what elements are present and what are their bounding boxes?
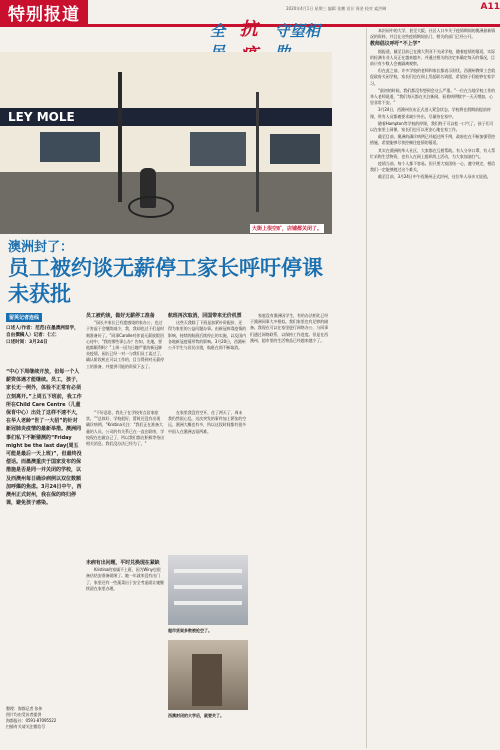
body-text: 截至目前，澳洲的确诊病例已经超过两千例，政府也在不断加强管控措施，希望能够尽快控制住疫情的蔓延。: [370, 134, 495, 146]
column-divider: [366, 28, 367, 748]
body-column-3b: [168, 410, 246, 436]
banner-right: 守望相: [274, 22, 320, 40]
section-tab: 特别报道: [0, 0, 88, 24]
body-text: 截至目前，3月24日中午西澳州正式封州，这位华人母亲又说道。: [378, 174, 491, 180]
supermarket-photo-caption: 超市货架多数被抢空了。: [168, 628, 212, 633]
body-text: 据报道，截至目前已在澳大利亚不关闭学校，随着疫情的蔓延，实际的检测专业人员正在越来越多，并通过相关的决定来确定每天的情况，目前只有少数人会被隔离观察。: [370, 48, 495, 67]
university-photo: [168, 640, 248, 710]
body-column-4: [250, 313, 330, 345]
column-banner: [210, 19, 330, 54]
body-column-2c: [86, 560, 164, 593]
subhead-flights: 航班再次取消，回国带来无价机票: [168, 313, 242, 319]
body-column-2: [86, 313, 164, 371]
shop-sign: LEY MOLE: [8, 110, 75, 124]
supermarket-photo: [168, 555, 248, 625]
body-text: “园长多家长已有遗感染的家办公，也过于害虚于会继续减少，我，我却也过于们是时刻准备好了。”同事Carolle对你说无薪放假回心待中，“我的那些事么办？告知，先地，要他都顺利吗？”上周一因为日趣严重的新冠肺炎疫情，园长已经一对一与我们员工谈过了，确认阶段机在可以工作的，目当得到对无薪停工的准备，并提供可能的资质下去了。: [86, 320, 164, 369]
body-text: “不好意思，我先子在学校有点居家症状。”“总体好，学校很好，暂时还没有出现确诊病例。”Kristina关注：“我们正在准备大量的人员，公司的有关系已在一直在联络，学校现在也做自己了，所以我们都在积极等待出相关消息，我们没办法已经为了。”: [86, 410, 164, 447]
photo-caption: 大街上很空旷，店铺都关闭了。: [252, 226, 323, 232]
body-text: 疫情当前，每个人都不容易。但只要大家团结一心，遵守规定，相信我们一定能够渡过这个难关。: [370, 161, 495, 173]
university-photo-caption: 西澳封闭的大学后，就要关了。: [168, 713, 224, 718]
author-tag: 留英记者连线: [6, 313, 42, 322]
body-text: 随着Hampton等学校的停课，我们终于可以松一口气了。孩子们可以在家里上网课，家长们也可以更安心地在家工作。: [370, 120, 494, 133]
subhead-staff: 员工被约谈，做好无薪停工准备: [86, 313, 155, 319]
street-photo: [0, 52, 332, 234]
editor-info: 整理：海都记者 张伟 图片均由受访者提供 海都报社：0591-87095522 扫描有关请关注微信号: [6, 706, 57, 729]
body-column-2b: [86, 410, 164, 448]
headline: 员工被约谈无薪停工家长呼吁停课未获批: [8, 256, 323, 306]
banner-left: 全: [210, 22, 226, 40]
body-text: 在家里我没有空开，住了两天了，周末我仍然很心乱，这次突发的事件加上紧张的空运，澳洲大概也有多，所以这段时间都有很多中国人在澳洲去留两难。: [168, 410, 246, 434]
subhead-teachers: 教师倡议呼吁“不上学”: [370, 41, 421, 48]
body-text: 其实在澳洲的华人社区，大家都在互相帮助。有人分享口罩，有人帮忙采购生活物资，也有人在网上组织线上活动，为大家加油打气。: [370, 147, 495, 159]
body-text: “最初的时候，我们都没有想到会这么严重。”一位在当地学校工作的华人老师说道，“我们每天都在关注新闻，看着病例数字一天天增加，心里非常不安。”: [370, 87, 496, 106]
body-text: Kristina的家属不上班，因为Winy也很备估结安准备就绪了。她一年就来没有出门了，家里还有一些蔬菜出于安全考虑就让她继续留在家里办理。: [86, 567, 164, 591]
page-number: A11: [480, 2, 500, 12]
byline: 口述人/作者：范范(在墨澳洲留学，自由撰稿人）记者：仁仁 口述时间：3月24日: [6, 326, 79, 345]
headline-kicker: 澳洲封了：: [8, 240, 74, 255]
body-text: 家庭没有澳洲因学生，有的办法相比已经于澳洲同事大多相似。我们家里也有足够的储备。我现在可以在家里进行网络办公，与同事们通过网络联系，以保持工作进度。但是在西澳州，超市里的生活物品已经越来越少了。: [250, 313, 329, 343]
subhead-supplies: 未病有出问题，平时兑换现在紧缺: [86, 560, 160, 566]
issue-info: 2020年4月1日 星期三 编辑 张鹏 设计 周金 校对 索洪琳: [286, 6, 387, 11]
body-text: 但在此之前，许多学校的老师和家长都表示担忧。西澳州教师工会敦促政府关闭学校，家长们也在网上发起联名请愿，希望孩子们能够在家学习。: [370, 68, 495, 86]
body-text: 这些天我除了下班是加紧补资配价，还得为家里的公益问题办事。由新冠病毒疫情的影响，持续的航班后续停止的实施，以及国内各地新冠疫情形势的影响。3月20日，西澳州公开学生与居民出境，航班在即不断取消。: [168, 320, 246, 351]
right-column: [370, 28, 496, 182]
banner-mid: 抗: [239, 19, 258, 40]
body-text: 3月24日，西澳州宣布正式进入紧急状态，学校将在假期前提前停课，所有人员都被要求减少外出，尽量待在家中。: [370, 107, 491, 119]
lead-paragraph: “中心下周继续开放，但每一个人薪资体遇才能继续。员工，孩子，家长无一例外，体验不正常有必须立刻离开。”上周五下班前，我工作所在Child Care Centre（儿童保育中心）出处了这样不速不大，在华人老龄“世了一大招”的针对新冠肺炎疫情的最新举措。澳洲同事们私下不断猜测的“Friday might be the last day(周五可能是最后一天上班)”，但最终没偿话。而墨澳重庆于国家发布的保措施是否是同一并关闭的学校，以及西澳州每日确诊病例以双位数额加呼爆的焦虑。3月24日中午，西澳州正式封州，我在保的终归停课，避免孩子感染。: [6, 369, 82, 507]
body-text: 本封闭中的大学，甚至大阪，社区人口多关于疫情期间的澳洲最新情况的资料，并且在这些疫情期间出门，相关的部门已经公开。: [370, 28, 495, 40]
body-column-3: [168, 313, 246, 352]
